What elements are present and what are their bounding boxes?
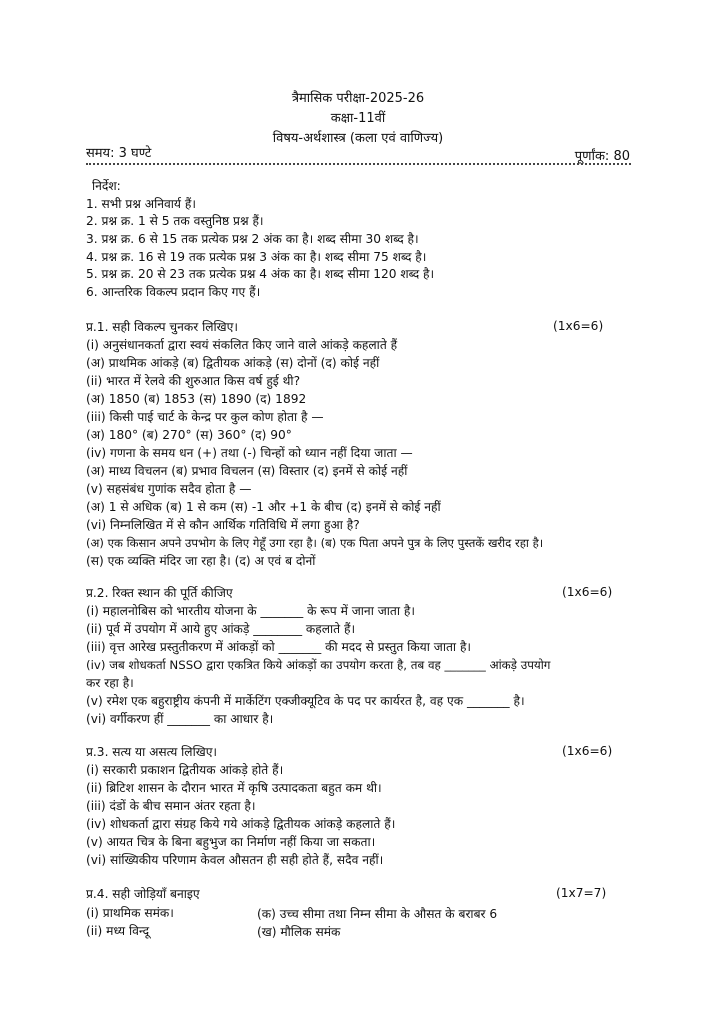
- question-line: (vi) सांख्यिकीय परिणाम केवल औसतन ही सही होते हैं, सदैव नहीं।: [86, 853, 384, 867]
- question-line: (iii) किसी पाई चार्ट के केन्द्र पर कुल कोण होता है —: [86, 410, 324, 424]
- instructions-heading: निर्देश:: [92, 179, 121, 193]
- instruction-item: 4. प्रश्न क्र. 16 से 19 तक प्रत्येक प्रश्न 3 अंक का है। शब्द सीमा 75 शब्द है।: [86, 250, 427, 264]
- match-left-item: (i) प्राथमिक समंक।: [86, 906, 174, 920]
- question-line: कर रहा है।: [86, 676, 134, 690]
- question-line: (iii) दंडों के बीच समान अंतर रहता है।: [86, 799, 256, 813]
- class-label: कक्षा-11वीं: [330, 111, 386, 126]
- question-line: (अ) एक किसान अपने उपभोग के लिए गेहूँ उगा रहा है। (ब) एक पिता अपने पुत्र के लिए पुस्तकें खरीद रहा है।: [86, 536, 544, 550]
- question-line: (अ) 1850 (ब) 1853 (स) 1890 (द) 1892: [86, 392, 307, 406]
- question-marks: (1x6=6): [562, 744, 613, 758]
- question-title: प्र.4. सही जोड़ियाँ बनाइए: [86, 887, 200, 901]
- subject-label: विषय-अर्थशास्त्र (कला एवं वाणिज्य): [272, 131, 444, 146]
- question-line: (i) सरकारी प्रकाशन द्वितीयक आंकड़े होते हैं।: [86, 763, 284, 777]
- question-line: (i) महालनोबिस को भारतीय योजना के _______ के रूप में जाना जाता है।: [86, 604, 415, 618]
- question-line: (iv) जब शोधकर्ता NSSO द्वारा एकत्रित किये आंकड़ों का उपयोग करता है, तब वह _______ आंकड़े उपयोग: [86, 658, 551, 672]
- question-line: (iv) शोधकर्ता द्वारा संग्रह किये गये आंकड़े द्वितीयक आंकड़े कहलाते हैं।: [86, 817, 396, 831]
- question-line: (v) सहसंबंध गुणांक सदैव होता है —: [86, 482, 252, 496]
- match-right-item: (ख) मौलिक समंक: [257, 925, 341, 939]
- question-line: (ii) ब्रिटिश शासन के दौरान भारत में कृषि उत्पादकता बहुत कम थी।: [86, 781, 382, 795]
- exam-title: त्रैमासिक परीक्षा-2025-26: [291, 91, 425, 106]
- instruction-item: 1. सभी प्रश्न अनिवार्य हैं।: [86, 197, 196, 211]
- question-line: (v) आयत चित्र के बिना बहुभुज का निर्माण नहीं किया जा सकता।: [86, 835, 376, 849]
- question-marks: (1x6=6): [553, 319, 604, 333]
- question-marks: (1x6=6): [562, 585, 613, 599]
- question-line: (अ) प्राथमिक आंकड़े (ब) द्वितीयक आंकड़े (स) दोनों (द) कोई नहीं: [86, 356, 380, 370]
- time-label: समय: 3 घण्टे: [86, 146, 152, 161]
- instruction-item: 5. प्रश्न क्र. 20 से 23 तक प्रत्येक प्रश्न 4 अंक का है। शब्द सीमा 120 शब्द है।: [86, 267, 435, 281]
- question-marks: (1x7=7): [556, 886, 607, 900]
- question-title: प्र.2. रिक्त स्थान की पूर्ति कीजिए: [86, 586, 233, 600]
- question-line: (i) अनुसंधानकर्ता द्वारा स्वयं संकलित किए जाने वाले आंकड़े कहलाते हैं: [86, 338, 398, 352]
- question-line: (ii) पूर्व में उपयोग में आये हुए आंकड़े ________ कहलाते हैं।: [86, 622, 356, 636]
- question-line: (स) एक व्यक्ति मंदिर जा रहा है। (द) अ एवं ब दोनों: [86, 554, 316, 568]
- max-marks: पूर्णांक: 80: [574, 149, 630, 164]
- question-title: प्र.3. सत्य या असत्य लिखिए।: [86, 745, 218, 759]
- instruction-item: 3. प्रश्न क्र. 6 से 15 तक प्रत्येक प्रश्न 2 अंक का है। शब्द सीमा 30 शब्द है।: [86, 232, 419, 246]
- question-title: प्र.1. सही विकल्प चुनकर लिखिए।: [86, 320, 238, 334]
- question-line: (अ) माध्य विचलन (ब) प्रभाव विचलन (स) विस्तार (द) इनमें से कोई नहीं: [86, 464, 408, 478]
- match-left-item: (ii) मध्य विन्दू: [86, 924, 150, 938]
- instruction-item: 6. आन्तरिक विकल्प प्रदान किए गए हैं।: [86, 285, 261, 299]
- question-line: (vi) निम्नलिखित में से कौन आर्थिक गतिविधि में लगा हुआ है?: [86, 518, 360, 532]
- question-line: (अ) 180° (ब) 270° (स) 360° (द) 90°: [86, 428, 292, 442]
- question-line: (vi) वर्गीकरण हीं _______ का आधार है।: [86, 712, 274, 726]
- question-line: (iv) गणना के समय धन (+) तथा (-) चिन्हों को ध्यान नहीं दिया जाता —: [86, 446, 413, 460]
- header-divider: [86, 163, 631, 165]
- question-line: (अ) 1 से अधिक (ब) 1 से कम (स) -1 और +1 के बीच (द) इनमें से कोई नहीं: [86, 500, 441, 514]
- question-line: (iii) वृत्त आरेख प्रस्तुतीकरण में आंकड़ों को _______ की मदद से प्रस्तुत किया जाता है।: [86, 640, 472, 654]
- match-right-item: (क) उच्च सीमा तथा निम्न सीमा के औसत के बराबर 6: [257, 907, 498, 921]
- instruction-item: 2. प्रश्न क्र. 1 से 5 तक वस्तुनिष्ठ प्रश्न हैं।: [86, 214, 264, 228]
- question-line: (ii) भारत में रेलवे की शुरुआत किस वर्ष हुई थी?: [86, 374, 301, 388]
- question-line: (v) रमेश एक बहुराष्ट्रीय कंपनी में मार्केटिंग एक्जीक्यूटिव के पद पर कार्यरत है, वह एक _______ है।: [86, 694, 525, 708]
